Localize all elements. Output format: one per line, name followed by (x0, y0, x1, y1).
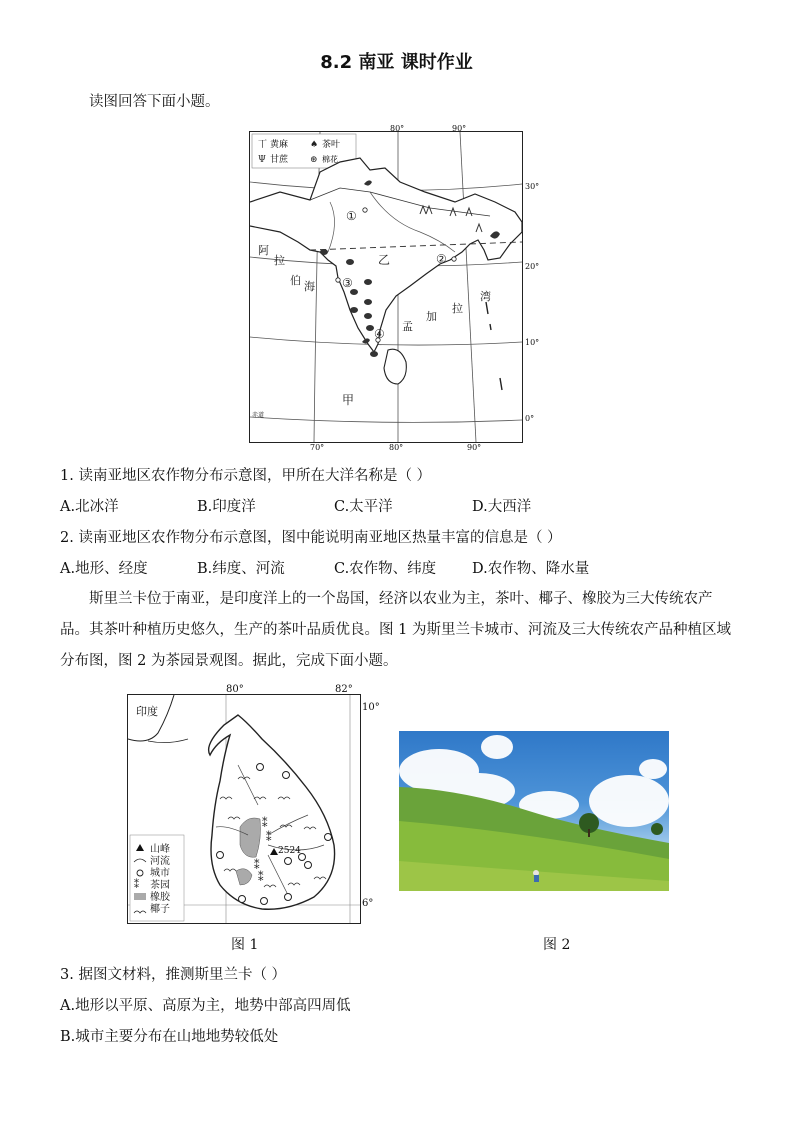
south-asia-crop-map (249, 131, 523, 443)
page-title: 8.2 南亚 课时作业 (320, 52, 473, 73)
legend-peak: 山峰 (150, 844, 170, 855)
label-arabian-1: 阿 (258, 244, 269, 257)
map2-lat-10: 10° (362, 702, 380, 713)
q3-stem: 3. 据图文材料，推测斯里兰卡（ ） (60, 967, 287, 983)
label-arabian-2: 拉 (274, 254, 285, 267)
legend-coconut: 椰子 (150, 904, 170, 915)
label-n1: ① (346, 209, 357, 223)
label-n3: ③ (342, 276, 353, 290)
label-n4: ④ (374, 327, 385, 341)
label-equator: 赤道 (252, 412, 265, 419)
map2-lon-80: 80° (226, 684, 244, 695)
svg-text:Ψ: Ψ (258, 155, 266, 165)
q3-option-b[interactable]: B.城市主要分布在山地地势较低处 (60, 1029, 279, 1045)
q1-option-a[interactable]: A.北冰洋 (60, 499, 119, 515)
svg-text:⁑: ⁑ (254, 859, 260, 872)
label-bengal-4: 湾 (480, 290, 491, 303)
q1-stem: 1. 读南亚地区农作物分布示意图，甲所在大洋名称是（ ） (60, 468, 432, 484)
map1-lat-20: 20° (525, 262, 540, 271)
label-jia: 甲 (342, 393, 355, 407)
q3-option-a[interactable]: A.地形以平原、高原为主，地势中部高四周低 (60, 998, 351, 1014)
q2-option-b[interactable]: B.纬度、河流 (197, 561, 285, 577)
map1-lat-30: 30° (525, 182, 540, 191)
label-yi: 乙 (378, 253, 391, 267)
peak-elevation: 2524 (278, 846, 301, 856)
map2-lat-6: 6° (362, 898, 374, 909)
map1-lon-top-80: 80° (390, 124, 405, 133)
figure1-caption: 图 1 (231, 937, 259, 953)
svg-text:⁑: ⁑ (262, 817, 268, 830)
intro-text: 读图回答下面小题。 (89, 94, 220, 110)
label-n2: ② (436, 252, 447, 266)
legend-cotton: 棉花 (322, 155, 338, 164)
label-bengal-2: 加 (426, 310, 437, 323)
map1-lat-0: 0° (525, 414, 535, 423)
legend-sugarcane: 甘蔗 (270, 155, 289, 165)
q2-stem: 2. 读南亚地区农作物分布示意图，图中能说明南亚地区热量丰富的信息是（ ） (60, 530, 562, 546)
tea-garden-photo (399, 731, 669, 891)
figure2-caption: 图 2 (543, 937, 571, 953)
map2-lon-82: 82° (335, 684, 353, 695)
map1-lon-top-90: 90° (452, 124, 467, 133)
legend-river: 河流 (150, 856, 170, 867)
q1-option-c[interactable]: C.太平洋 (334, 499, 393, 515)
map1-lon-bottom-80: 80° (389, 443, 404, 452)
legend-jute: 黄麻 (270, 140, 289, 150)
legend-city: 城市 (150, 868, 170, 879)
legend-rubber: 橡胶 (150, 892, 170, 903)
legend-tea: 茶叶 (322, 140, 341, 150)
label-bengal-1: 孟 (402, 320, 413, 333)
svg-text:⁑: ⁑ (258, 871, 264, 884)
q1-option-d[interactable]: D.大西洋 (472, 499, 532, 515)
q2-option-d[interactable]: D.农作物、降水量 (472, 561, 590, 577)
q1-option-b[interactable]: B.印度洋 (197, 499, 256, 515)
map1-lon-bottom-70: 70° (310, 443, 325, 452)
svg-text:⁑: ⁑ (134, 880, 139, 891)
passage-text: 斯里兰卡位于南亚，是印度洋上的一个岛国，经济以农业为主，茶叶、椰子、橡胶为三大传统农产品。其茶叶种植历史悠久，生产的茶叶品质优良。图 1 为斯里兰卡城市、河流及三大传统农产品种植区域分布图，图 2 为茶园景观图。据此，完成下面小题。 (60, 591, 731, 669)
svg-text:⁑: ⁑ (266, 831, 272, 844)
svg-text:丅: 丅 (258, 140, 268, 150)
label-bengal-3: 拉 (452, 302, 463, 315)
q2-option-c[interactable]: C.农作物、纬度 (334, 561, 437, 577)
map1-lat-10: 10° (525, 338, 540, 347)
label-arabian-4: 海 (304, 280, 315, 293)
legend-tea-garden: 茶园 (150, 880, 170, 891)
label-arabian-3: 伯 (290, 274, 301, 287)
map1-lon-bottom-90: 90° (467, 443, 482, 452)
sri-lanka-map (127, 694, 361, 924)
svg-text:⊛: ⊛ (310, 155, 318, 165)
svg-text:♠: ♠ (310, 140, 319, 150)
label-india: 印度 (136, 705, 158, 718)
q2-option-a[interactable]: A.地形、经度 (60, 561, 148, 577)
